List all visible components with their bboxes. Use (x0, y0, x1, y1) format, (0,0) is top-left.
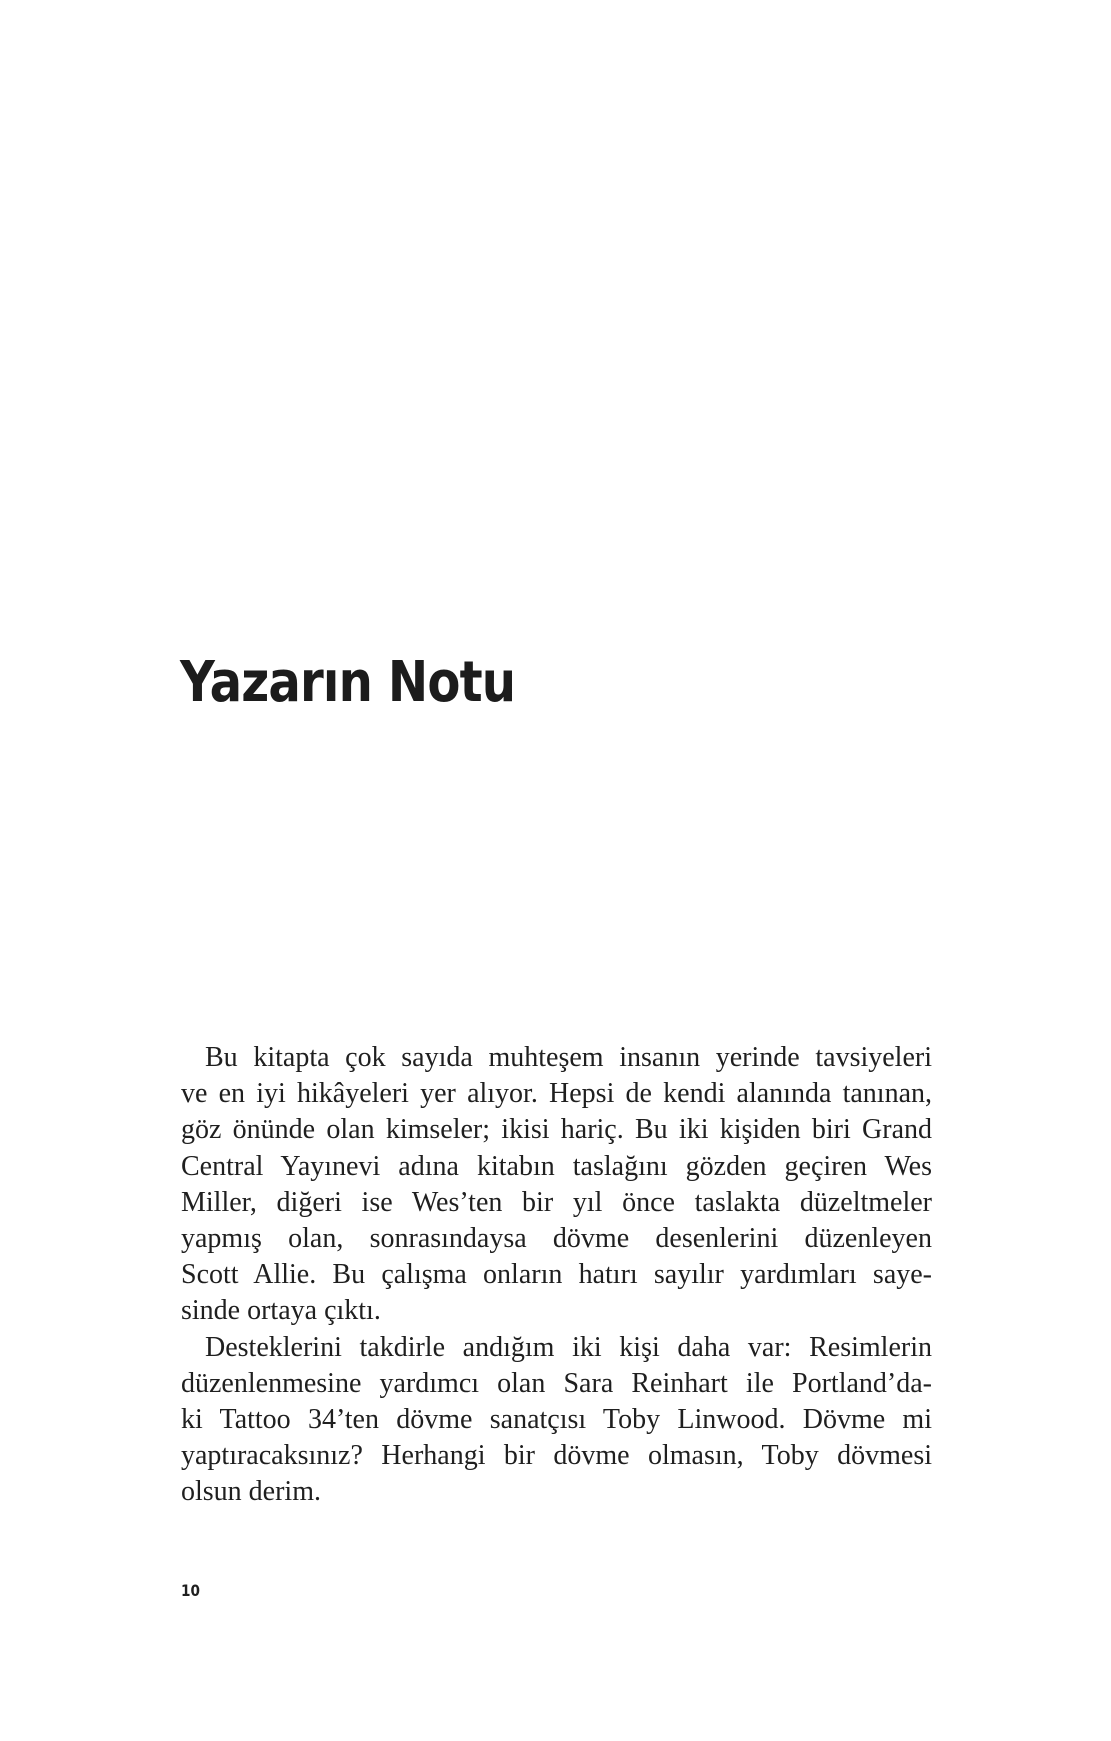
text-line: göz önünde olan kimseler; ikisi hariç. Bu iki kişiden biri Grand (181, 1114, 932, 1146)
body-text (181, 1040, 932, 1511)
text-line: sinde ortaya çıktı. (181, 1295, 381, 1327)
text-line: olsun derim. (181, 1476, 321, 1508)
text-line: ki Tattoo 34’ten dövme sanatçısı Toby Linwood. Dövme mi (181, 1404, 932, 1436)
text-line: Desteklerini takdirle andığım iki kişi daha var: Resimlerin (205, 1331, 932, 1363)
paragraph-2 (181, 1330, 932, 1511)
text-line: Bu kitapta çok sayıda muhteşem insanın yerinde tavsiyeleri (205, 1042, 932, 1073)
text-line: Miller, diğeri ise Wes’ten bir yıl önce taslakta düzeltmeler (181, 1186, 932, 1218)
text-line: ve en iyi hikâyeleri yer alıyor. Hepsi de kendi alanında tanınan, (181, 1078, 932, 1110)
text-line: yapmış olan, sonrasındaysa dövme desenlerini düzenleyen (181, 1223, 932, 1255)
chapter-title: Yazarın Notu (180, 650, 516, 715)
page-number: 10 (181, 1581, 200, 1600)
paragraph-1 (181, 1040, 932, 1330)
text-line: yaptıracaksınız? Herhangi bir dövme olmasın, Toby dövmesi (181, 1440, 932, 1472)
text-line: Scott Allie. Bu çalışma onların hatırı sayılır yardımları saye- (181, 1259, 932, 1291)
text-line: Central Yayınevi adına kitabın taslağını gözden geçiren Wes (181, 1150, 932, 1182)
text-line: düzenlenmesine yardımcı olan Sara Reinhart ile Portland’da- (181, 1367, 932, 1399)
